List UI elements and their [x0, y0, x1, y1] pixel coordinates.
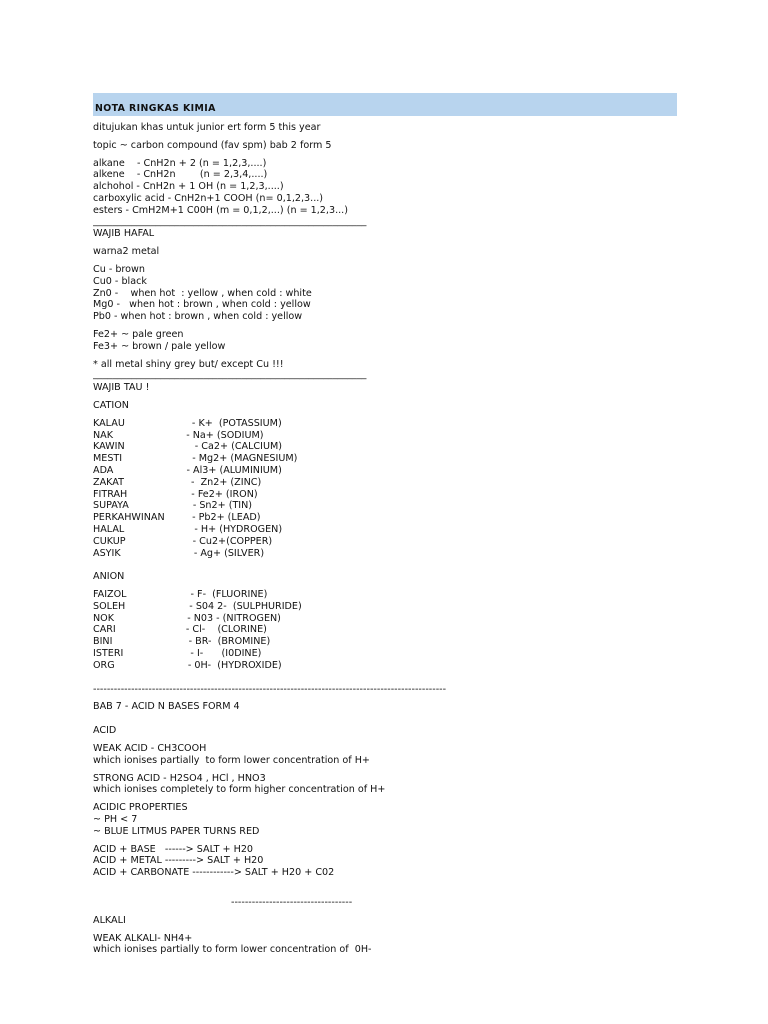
formula-line: carboxylic acid - CnH2n+1 COOH (n= 0,1,2,3...) [93, 192, 324, 204]
metal-line: Cu - brown [93, 263, 145, 275]
subheading: CATION [93, 399, 129, 411]
ion-color-line: Fe3+ ~ brown / pale yellow [93, 340, 226, 352]
anion-row-ion: - 0H- (HYDROXIDE) [114, 659, 282, 671]
strong-acid-description: which ionises completely to form higher concentration of H+ [93, 784, 386, 796]
weak-alkali-description: which ionises partially to form lower concentration of 0H- [93, 944, 372, 956]
cation-row [93, 536, 677, 548]
cation-row-ion: - Al3+ (ALUMINIUM) [113, 464, 282, 476]
formula-line: alkene - CnH2n (n = 2,3,4,....) [93, 169, 268, 181]
section-heading: WAJIB HAFAL [93, 228, 155, 240]
cation-row [93, 453, 677, 465]
anion-row [93, 648, 677, 660]
document-title: NOTA RINGKAS KIMIA [93, 93, 677, 116]
anion-row [93, 601, 677, 613]
anion-row-ion: - F- (FLUORINE) [126, 589, 268, 601]
anion-row-ion: - Cl- (CLORINE) [115, 624, 267, 636]
cation-row [93, 524, 677, 536]
cation-row-ion: - K+ (POTASSIUM) [124, 417, 282, 429]
reaction-line: ACID + CARBONATE ------------> SALT + H20 + C02 [93, 867, 335, 879]
acidic-property: ~ PH < 7 [93, 814, 138, 826]
anion-row [93, 636, 677, 648]
metal-line: Zn0 - when hot : yellow , when cold : white [93, 287, 312, 299]
cation-row-ion: - Ca2+ (CALCIUM) [124, 441, 282, 453]
anion-row-mnemonic: SOLEH [93, 600, 126, 612]
cation-row [93, 477, 677, 489]
reaction-line: ACID + METAL ---------> SALT + H20 [93, 855, 264, 867]
cation-row [93, 548, 677, 560]
anion-row-mnemonic: ORG [93, 659, 115, 671]
weak-alkali: WEAK ALKALI- NH4+ [93, 932, 193, 944]
cation-row-mnemonic: HALAL [93, 523, 125, 535]
short-dashed-divider: ----------------------------------- [231, 897, 353, 909]
cation-row-ion: - Mg2+ (MAGNESIUM) [122, 453, 298, 465]
anion-row [93, 613, 677, 625]
weak-acid: WEAK ACID - CH3COOH [93, 743, 207, 755]
section-heading: BAB 7 - ACID N BASES FORM 4 [93, 701, 240, 713]
metal-line: Mg0 - when hot : brown , when cold : yellow [93, 299, 311, 311]
acidic-property: ~ BLUE LITMUS PAPER TURNS RED [93, 825, 260, 837]
anion-row [93, 624, 677, 636]
underline-divider: _________________________________________________________ [93, 370, 367, 381]
cation-row-mnemonic: PERKAHWINAN [93, 512, 165, 524]
metal-note: * all metal shiny grey but/ except Cu !!! [93, 358, 284, 370]
anion-row-mnemonic: FAIZOL [93, 589, 127, 601]
anion-row-ion: - S04 2- (SULPHURIDE) [125, 600, 302, 612]
cation-row [93, 418, 677, 430]
section-heading: WAJIB TAU ! [93, 382, 150, 394]
underline-divider: _________________________________________________________ [93, 216, 367, 227]
topic-text: topic ~ carbon compound (fav spm) bab 2 form 5 [93, 139, 332, 151]
cation-row-mnemonic: ADA [93, 464, 114, 476]
subheading: ANION [93, 571, 125, 583]
cation-row-mnemonic: KALAU [93, 417, 125, 429]
anion-row-mnemonic: BINI [93, 636, 113, 648]
anion-row [93, 589, 677, 601]
anion-row-ion: - BR- (BROMINE) [112, 636, 271, 648]
subheading: ALKALI [93, 914, 126, 926]
formula-line: esters - CmH2M+1 C00H (m = 0,1,2,...) (n = 1,2,3...) [93, 204, 348, 216]
cation-list [93, 418, 677, 560]
cation-row [93, 465, 677, 477]
cation-row-ion: - Fe2+ (IRON) [127, 488, 258, 500]
formula-line: alchohol - CnH2n + 1 OH (n = 1,2,3,....) [93, 181, 284, 193]
cation-row-mnemonic: NAK [93, 429, 114, 441]
cation-row-ion: - Na+ (SODIUM) [113, 429, 264, 441]
subheading: warna2 metal [93, 246, 160, 258]
document-page [93, 93, 677, 956]
subheading: ACID [93, 725, 117, 737]
cation-row-mnemonic: ASYIK [93, 547, 121, 559]
cation-row-ion: - Ag+ (SILVER) [120, 547, 265, 559]
cation-row-mnemonic: SUPAYA [93, 500, 129, 512]
cation-row [93, 430, 677, 442]
cation-row-ion: - Sn2+ (TIN) [128, 500, 253, 512]
anion-row-mnemonic: NOK [93, 612, 115, 624]
anion-row-ion: - I- (I0DINE) [123, 648, 262, 660]
cation-row-mnemonic: FITRAH [93, 488, 128, 500]
weak-acid-description: which ionises partially to form lower concentration of H+ [93, 754, 370, 766]
cation-row [93, 489, 677, 501]
cation-row-mnemonic: ZAKAT [93, 476, 124, 488]
cation-row-ion: - H+ (HYDROGEN) [124, 523, 283, 535]
dashed-divider: ------------------------------------------------------------------------------------------------------ [93, 683, 447, 695]
intro-text: ditujukan khas untuk junior ert form 5 this year [93, 122, 321, 133]
strong-acid: STRONG ACID - H2SO4 , HCl , HNO3 [93, 772, 266, 784]
cation-row [93, 441, 677, 453]
formula-line: alkane - CnH2n + 2 (n = 1,2,3,....) [93, 157, 267, 169]
ion-color-line: Fe2+ ~ pale green [93, 328, 184, 340]
cation-row-ion: - Pb2+ (LEAD) [164, 512, 261, 524]
metal-line: Cu0 - black [93, 275, 147, 287]
metal-line: Pb0 - when hot : brown , when cold : yellow [93, 311, 303, 323]
cation-row-mnemonic: MESTI [93, 453, 123, 465]
cation-row [93, 500, 677, 512]
cation-row-mnemonic: CUKUP [93, 535, 126, 547]
reaction-line: ACID + BASE ------> SALT + H20 [93, 843, 254, 855]
acidic-property: ACIDIC PROPERTIES [93, 802, 188, 814]
anion-list [93, 589, 677, 672]
anion-row-ion: - N03 - (NITROGEN) [114, 612, 281, 624]
anion-row [93, 660, 677, 672]
anion-row-mnemonic: ISTERI [93, 648, 124, 660]
cation-row-ion: - Zn2+ (ZINC) [123, 476, 262, 488]
cation-row-mnemonic: KAWIN [93, 441, 125, 453]
anion-row-mnemonic: CARI [93, 624, 116, 636]
cation-row-ion: - Cu2+(COPPER) [125, 535, 273, 547]
cation-row [93, 512, 677, 524]
